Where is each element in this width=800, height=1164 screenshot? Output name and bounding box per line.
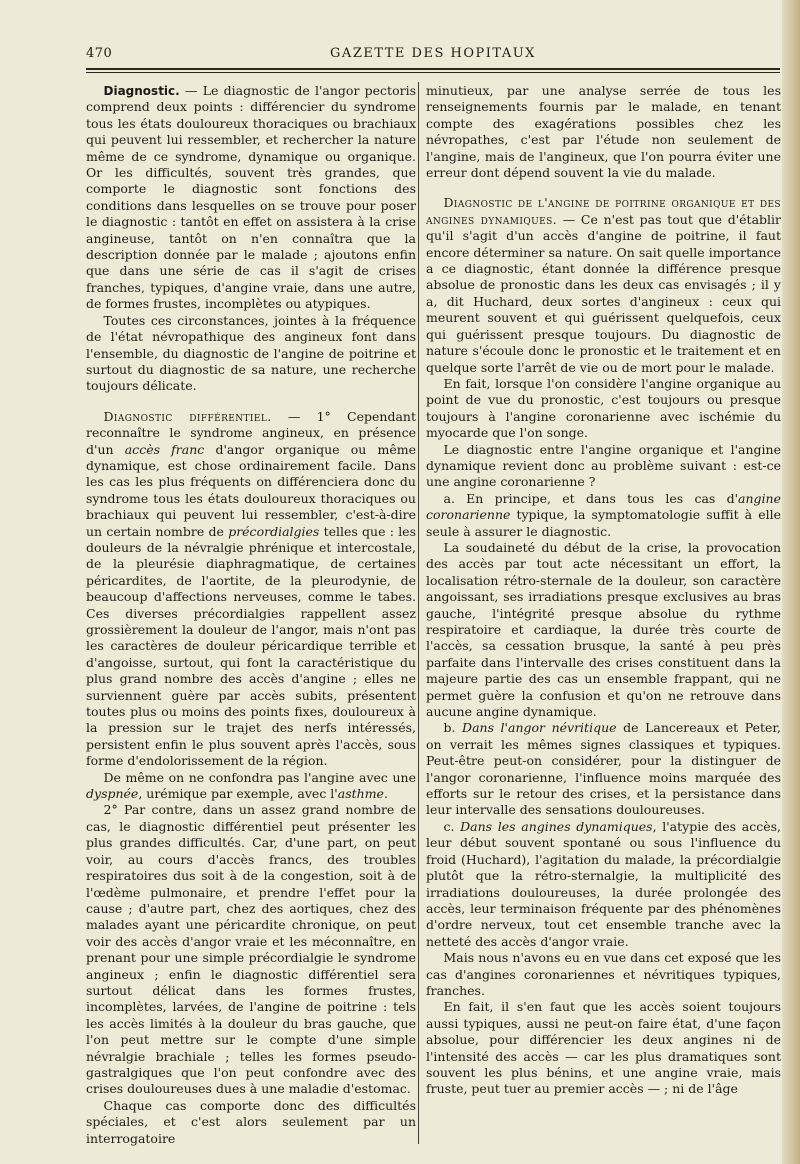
paragraph: Mais nous n'avons eu en vue dans cet exposé que les cas d'angines coronariennes et névritiques typiques, franches. xyxy=(426,950,781,998)
paragraph: En fait, il s'en faut que les accès soient toujours aussi typiques, aussi ne peut-on faire état, d'une façon absolue, pour différencier les deux angines ni de l'intensité des accès — car les plus dramatiques sont souvent les plus bénins, et une angine vraie, mais fruste, peut tuer au premier accès — ; ni de l'âge xyxy=(426,999,781,1097)
paragraph: Toutes ces circonstances, jointes à la fréquence de l'état névropathique des angineux font dans l'ensemble, du diagnostic de l'angine de poitrine et surtout du diagnostic de sa nature, une recherche toujours délicate. xyxy=(86,312,416,394)
paragraph: De même on ne confondra pas l'angine avec une dyspnée, urémique par exemple, avec l'asthme. xyxy=(86,769,416,802)
header-rule-thick xyxy=(86,68,780,70)
column-divider xyxy=(418,82,419,1144)
paragraph: 2° Par contre, dans un assez grand nombre de cas, le diagnostic différentiel peut présenter les plus grandes difficultés. Car, d'une part, on peut voir, au cours d'accès francs, des troubles respiratoires dus soit à de la congestion, soit à de l'œdème pulmonaire, et prendre l'effet pour la cause ; d'autre part, chez des aortiques, chez des malades ayant une péricardite chronique, on peut voir des accès d'angor vraie et les méconnaître, en prenant pour une simple précordialgie le syndrome angineux ; enfin le diagnostic différentiel sera surtout délicat dans les formes frustes, incomplètes, larvées, de l'angine de poitrine : tels les accès limités à la douleur du bras gauche, que l'on peut mettre sur le compte d'une simple névralgie brachiale ; telles les formes pseudo-gastralgiques que l'on peut confondre avec des crises douloureuses dues à une maladie d'estomac. xyxy=(86,802,416,1097)
paragraph: Chaque cas comporte donc des difficultés spéciales, et c'est alors seulement par un interrogatoire xyxy=(86,1097,416,1146)
paragraph: Le diagnostic entre l'angine organique et l'angine dynamique revient donc au problème suivant : est-ce une angine coronarienne ? xyxy=(426,441,781,490)
paragraph: Diagnostic différentiel. — 1° Cependant reconnaître le syndrome angineux, en présence d'un accès franc d'angor organique ou même dynamique, est chose ordinairement facile. Dans les cas les plus fréquents on différenciera donc du syndrome tous les états douloureux thoraciques ou brachiaux qui peuvent lui ressembler, c'est-à-dire un certain nombre de précordialgies telles que : les douleurs de la névralgie phrénique et intercostale, de la pleurésie diaphragmatique, de certaines péricardites, de l'aortite, de la pleurodynie, de beaucoup d'affections nerveuses, comme le tabes. Ces diverses précordialgies rappellent assez grossièrement la douleur de l'angor, mais n'ont pas les caractères de douleur péricardique terrible et d'angoisse, surtout, qui font la caractéristique du plus grand nombre des accès d'angine ; elles ne surviennent guère par accès subits, présentent toutes plus ou moins des points fixes, douloureux à la pression sur le trajet des nerfs intéressés, persistent enfin le plus souvent après l'accès, sous forme d'endolorissement de la région. xyxy=(86,408,416,769)
header-rule-thin xyxy=(86,72,780,73)
section-heading-diagnostic: Diagnostic. xyxy=(103,84,180,98)
left-column xyxy=(86,83,416,1147)
page-header xyxy=(86,46,780,66)
book-spine-edge xyxy=(782,0,800,1164)
section-heading-organic-dynamic: Diagnostic de l'angine de poitrine organique et des angines dynamiques. xyxy=(426,195,781,227)
paragraph: Diagnostic de l'angine de poitrine organique et des angines dynamiques. — Ce n'est pas tout que d'établir qu'il s'agit d'un accès d'angine de poitrine, il faut encore déterminer sa nature. On sait quelle importance a ce diagnostic, étant donnée la différence presque absolue de pronostic dans les deux cas envisagés ; il y a, dit Huchard, deux sortes d'angineux : ceux qui meurent souvent et qui guérissent quelquefois, ceux qui guérissent presque toujours. Du diagnostic de nature s'écoule donc le pronostic et le traitement et en quelque sorte l'arrêt de vie ou de mort pour le malade. xyxy=(426,195,781,375)
page-number: 470 xyxy=(86,46,113,61)
paragraph: b. Dans l'angor névritique de Lancereaux et Peter, on verrait les mêmes signes classiques et typiques. Peut-être peut-on considérer, pour la distinguer de l'angor coronarienne, l'influence moins marquée des efforts sur le retour des crises, et la persistance dans leur intervalle des sensations douloureuses. xyxy=(426,720,781,818)
paragraph: Diagnostic. — Le diagnostic de l'angor pectoris comprend deux points : différencier du syndrome tous les états douloureux thoraciques ou brachiaux qui peuvent lui ressembler, et rechercher la nature même de ce syndrome, dynamique ou organique. Or les difficultés, souvent très grandes, que comporte le diagnostic sont fonctions des conditions dans lesquelles on se trouve pour poser le diagnostic : tantôt en effet on assistera à la crise angineuse, tantôt on n'en connaîtra que la description donnée par le malade ; ajoutons enfin que dans une série de cas il s'agit de crises franches, typiques, d'angine vraie, dans une autre, de formes frustes, incomplètes ou atypiques. xyxy=(86,83,416,312)
paragraph: a. En principe, et dans tous les cas d'angine coronarienne typique, la symptomatologie suffit à elle seule à assurer le diagnostic. xyxy=(426,490,781,539)
right-column xyxy=(426,83,781,1098)
paragraph: minutieux, par une analyse serrée de tous les renseignements fournis par le malade, en tenant compte des exagérations possibles chez les névropathes, c'est par l'étude non seulement de l'angine, mais de l'angineux, que l'on pourra éviter une erreur dont dépend souvent la vie du malade. xyxy=(426,83,781,181)
running-title: GAZETTE DES HOPITAUX xyxy=(330,46,536,61)
section-heading-differential: Diagnostic différentiel. xyxy=(103,408,272,424)
paragraph: La soudaineté du début de la crise, la provocation des accès par tout acte nécessitant un effort, la localisation rétro-sternale de la douleur, son caractère angoissant, ses irradiations presque exclusives au bras gauche, l'intégrité presque absolue du rythme respiratoire et cardiaque, la durée très courte de l'accès, sa cessation brusque, la santé à peu près parfaite dans l'intervalle des crises constituent dans la majeure partie des cas un ensemble frappant, qui ne permet guère la confusion et qu'on ne retrouve dans aucune angine dynamique. xyxy=(426,539,781,720)
paragraph: En fait, lorsque l'on considère l'angine organique au point de vue du pronostic, c'est toujours ou presque toujours à l'angine coronarienne avec ischémie du myocarde que l'on songe. xyxy=(426,375,781,441)
paragraph: c. Dans les angines dynamiques, l'atypie des accès, leur début souvent spontané ou sous l'influence du froid (Huchard), l'agitation du malade, la précordialgie plutôt que la rétro-sternalgie, la multiplicité des irradiations douloureuses, la durée prolongée des accès, leur terminaison fréquente par des phénomènes d'ordre nerveux, tout cet ensemble tranche avec la netteté des accès d'angor vraie. xyxy=(426,818,781,949)
